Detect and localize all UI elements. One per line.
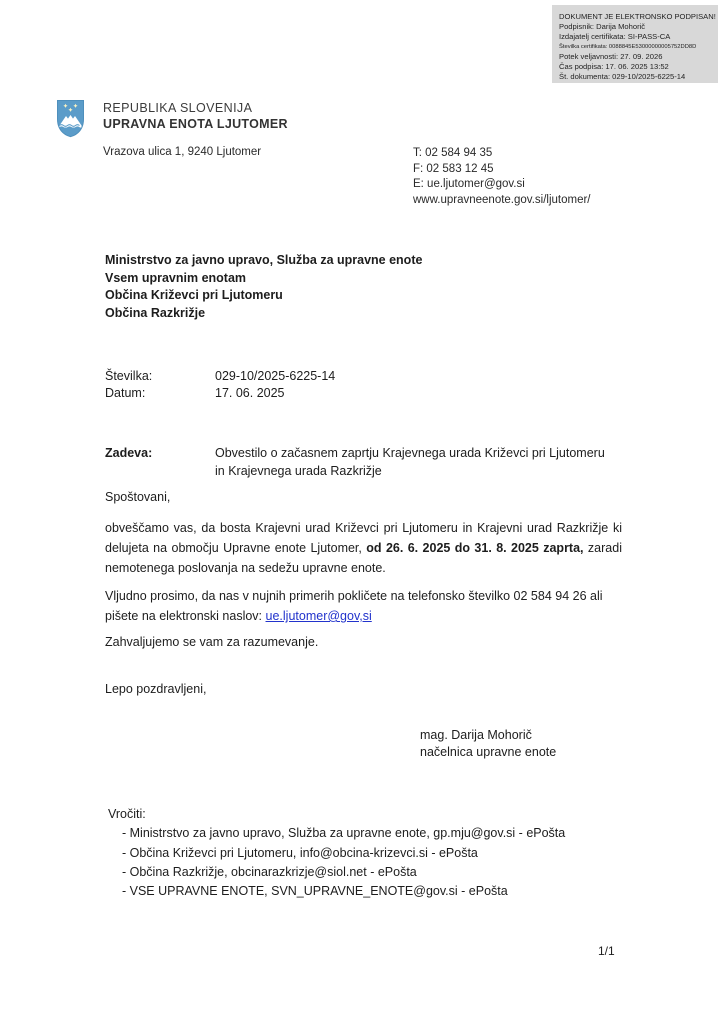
paragraph-text: obveščamo vas, da bosta Krajevni urad Križevci pri Ljutomeru in Krajevni urad Razkrižje ki delujeta na območju Upravne enote Ljutomer, xyxy=(105,521,622,555)
stamp-line-certificate-number: Številka certifikata: 0088845E53000000005752DD8D xyxy=(559,44,697,50)
stamp-line: Izdajatelj certifikata: SI-PASS-CA xyxy=(559,32,671,41)
date-label: Datum: xyxy=(105,386,146,400)
recipient-line: Občina Razkrižje xyxy=(105,305,206,320)
stamp-line: DOKUMENT JE ELEKTRONSKO PODPISAN! xyxy=(559,12,716,21)
distribution-label: Vročiti: xyxy=(108,807,146,821)
office-name: UPRAVNA ENOTA LJUTOMER xyxy=(103,117,288,131)
recipients-block xyxy=(105,252,422,322)
electronic-signature-stamp xyxy=(552,5,718,83)
email-link[interactable]: ue.ljutomer@gov,si xyxy=(265,609,372,623)
reference-number-label: Številka: xyxy=(105,369,153,383)
paragraph-contact-info xyxy=(105,586,622,626)
paragraph-closure-notice xyxy=(105,518,622,578)
distribution-item: - VSE UPRAVNE ENOTE, SVN_UPRAVNE_ENOTE@gov.si - ePošta xyxy=(122,884,508,899)
office-address: Vrazova ulica 1, 9240 Ljutomer xyxy=(103,146,262,158)
paragraph-text: Vljudno prosimo, da nas v nujnih primerih pokličete na telefonsko številko 02 584 94 26 ali pišete na elektronski naslov: xyxy=(105,589,603,623)
reference-number-value: 029-10/2025-6225-14 xyxy=(215,369,336,383)
contact-block xyxy=(413,146,591,208)
paragraph-thanks: Zahvaljujemo se vam za razumevanje. xyxy=(105,635,319,649)
subject-row xyxy=(105,444,617,480)
subject-text: Obvestilo o začasnem zaprtju Krajevnega urada Križevci pri Ljutomeru in Krajevnega urada Razkrižje xyxy=(215,446,605,478)
signer-name: mag. Darija Mohorič xyxy=(420,728,532,742)
salutation: Spoštovani, xyxy=(105,490,171,504)
email-address: E: ue.ljutomer@gov.si xyxy=(413,178,525,190)
recipient-line: Vsem upravnim enotam xyxy=(105,270,247,285)
country-name: REPUBLIKA SLOVENIJA xyxy=(103,101,253,115)
recipient-line: Ministrstvo za javno upravo, Služba za upravne enote xyxy=(105,253,423,267)
distribution-block xyxy=(108,805,565,901)
stamp-line: Potek veljavnosti: 27. 09. 2026 xyxy=(559,52,663,61)
reference-block xyxy=(105,368,335,402)
distribution-item: - Občina Križevci pri Ljutomeru, info@obcina-krizevci.si - ePošta xyxy=(122,845,478,860)
subject-label: Zadeva: xyxy=(105,446,153,460)
date-value: 17. 06. 2025 xyxy=(215,386,285,400)
signer-block xyxy=(420,727,556,761)
signer-title: načelnica upravne enote xyxy=(420,745,557,759)
closing-greeting: Lepo pozdravljeni, xyxy=(105,682,207,696)
stamp-line: Podpisnik: Darija Mohorič xyxy=(559,22,646,31)
slovenia-coat-of-arms-icon xyxy=(56,99,85,138)
page-number: 1/1 xyxy=(598,944,615,958)
stamp-line: Čas podpisa: 17. 06. 2025 13:52 xyxy=(559,62,669,71)
distribution-item: - Občina Razkrižje, obcinarazkrizje@siol.net - ePošta xyxy=(122,864,417,879)
recipient-line: Občina Križevci pri Ljutomeru xyxy=(105,288,283,302)
phone-number: T: 02 584 94 35 xyxy=(413,147,493,159)
fax-number: F: 02 583 12 45 xyxy=(413,162,494,175)
paragraph-text: zaradi nemotenega poslovanja na sedežu upravne enote. xyxy=(105,541,622,575)
distribution-item: - Ministrstvo za javno upravo, Služba za upravne enote, gp.mju@gov.si - ePošta xyxy=(122,826,566,841)
letterhead xyxy=(103,101,288,132)
website-url: www.upravneenote.gov.si/ljutomer/ xyxy=(413,193,591,206)
closure-dates-bold: od 26. 6. 2025 do 31. 8. 2025 zaprta, xyxy=(366,541,584,555)
stamp-line: Št. dokumenta: 029-10/2025-6225-14 xyxy=(559,72,686,81)
